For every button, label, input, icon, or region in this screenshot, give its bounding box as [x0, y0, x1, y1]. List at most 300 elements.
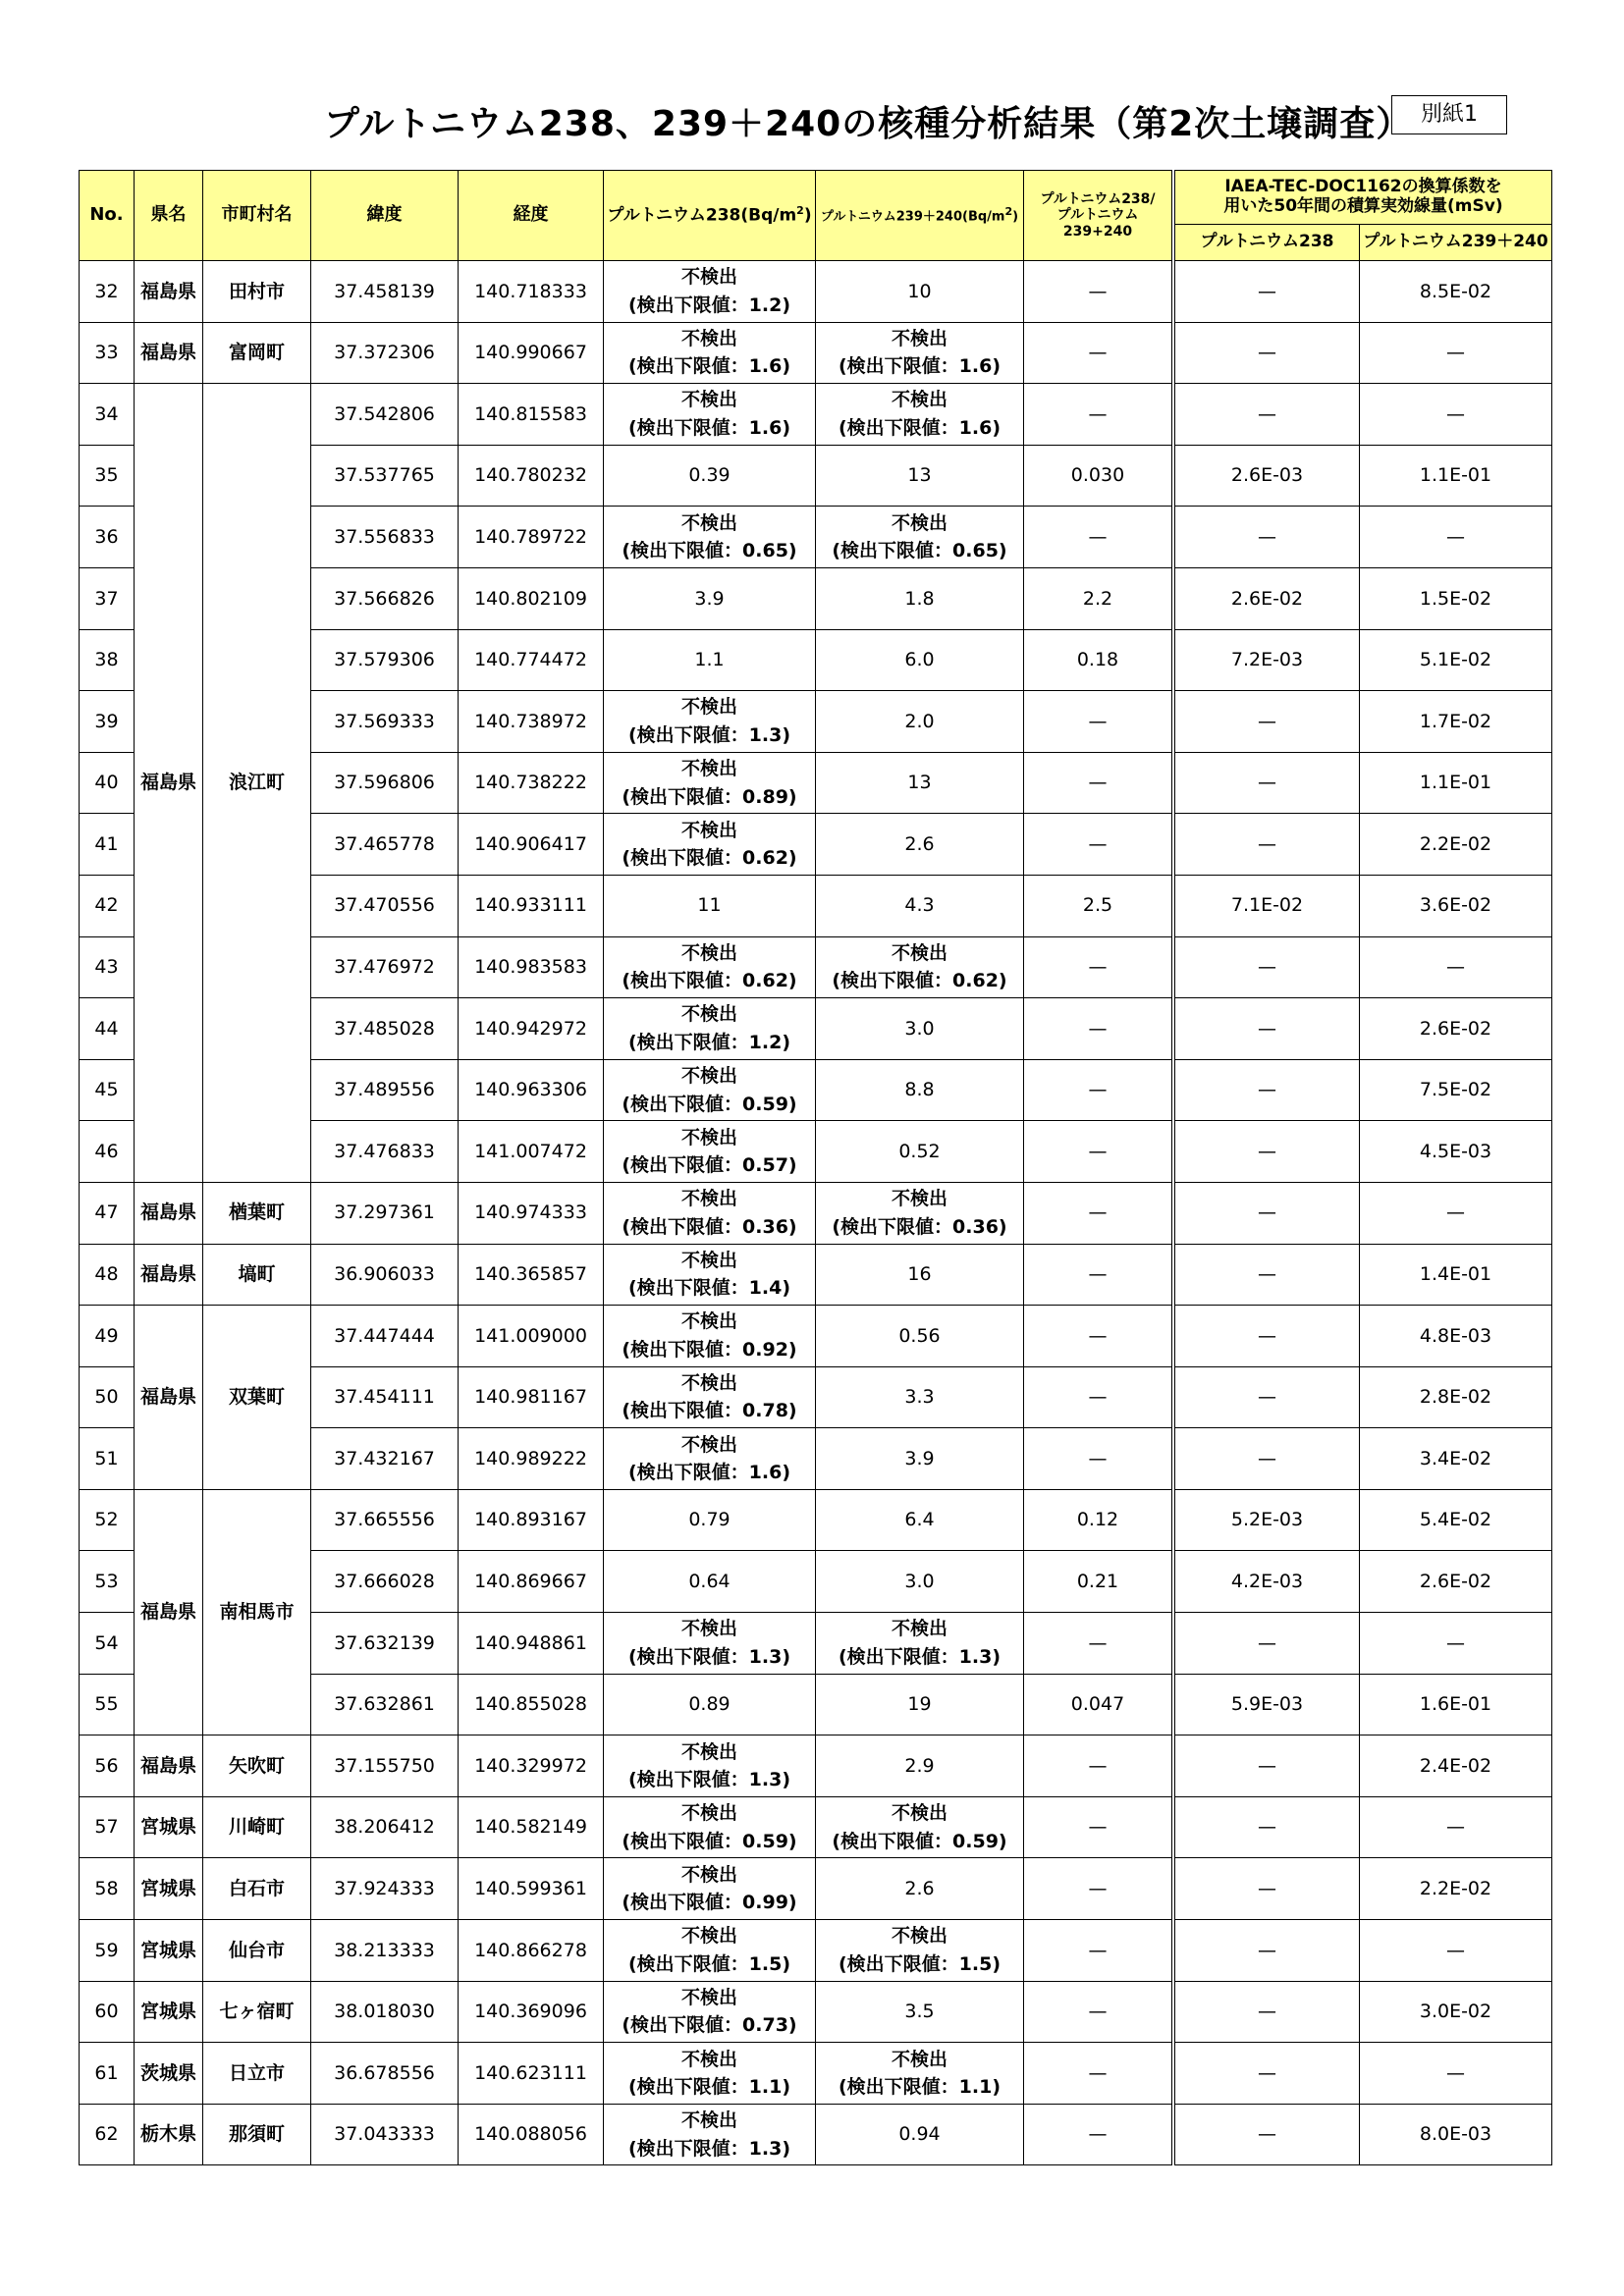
- cell-city: 白石市: [203, 1858, 311, 1920]
- cell-latitude: 37.447444: [311, 1306, 459, 1367]
- not-detected-label: 不検出: [680, 389, 737, 411]
- cell-pu239: 3.0: [816, 1551, 1024, 1613]
- not-detected-label: 不検出: [680, 1986, 737, 2008]
- not-detected-label: 不検出: [891, 327, 947, 349]
- cell-latitude: 37.465778: [311, 814, 459, 876]
- not-detected-label: 不検出: [891, 511, 947, 534]
- cell-pu239: 1.8: [816, 567, 1024, 629]
- cell-latitude: 37.579306: [311, 629, 459, 691]
- cell-dose-pu239: 3.0E-02: [1360, 1981, 1552, 2043]
- cell-longitude: 141.007472: [459, 1121, 604, 1183]
- cell-ratio: —: [1024, 2043, 1172, 2105]
- cell-no: 34: [80, 384, 135, 446]
- cell-city: 南相馬市: [203, 1489, 311, 1735]
- dose-row: [1175, 1613, 1552, 1675]
- detection-limit: (検出下限値：1.3): [627, 2137, 791, 2160]
- cell-ratio: —: [1024, 1796, 1172, 1858]
- detection-limit: (検出下限値：1.6): [838, 355, 1001, 378]
- cell-pu238: [604, 1428, 816, 1490]
- detection-limit: (検出下限値：1.3): [627, 723, 791, 746]
- cell-pu239: 0.56: [816, 1306, 1024, 1367]
- cell-latitude: 37.666028: [311, 1551, 459, 1613]
- cell-longitude: 140.855028: [459, 1674, 604, 1735]
- cell-ratio: —: [1024, 1244, 1172, 1306]
- table-row: [80, 384, 1172, 446]
- detection-limit: (検出下限値：0.78): [622, 1400, 797, 1422]
- cell-ratio: —: [1024, 1858, 1172, 1920]
- cell-dose-pu239: 4.8E-03: [1360, 1306, 1552, 1367]
- cell-prefecture: 栃木県: [135, 2104, 203, 2165]
- cell-dose-pu239: 1.1E-01: [1360, 445, 1552, 507]
- cell-latitude: 37.458139: [311, 261, 459, 323]
- cell-pu239: 3.0: [816, 998, 1024, 1060]
- cell-latitude: 36.906033: [311, 1244, 459, 1306]
- cell-longitude: 140.866278: [459, 1920, 604, 1982]
- cell-city: 川崎町: [203, 1796, 311, 1858]
- cell-ratio: —: [1024, 1613, 1172, 1675]
- cell-dose-pu238: 5.9E-03: [1175, 1674, 1360, 1735]
- header-pu238-label: プルトニウム238(Bq/m: [607, 205, 797, 226]
- detection-limit: (検出下限値：0.57): [622, 1154, 797, 1177]
- cell-ratio: —: [1024, 691, 1172, 753]
- cell-dose-pu238: —: [1175, 936, 1360, 998]
- detection-limit: (検出下限値：1.4): [627, 1277, 791, 1300]
- not-detected-label: 不検出: [680, 1249, 737, 1271]
- cell-no: 45: [80, 1059, 135, 1121]
- table-row: [80, 2104, 1172, 2165]
- cell-latitude: 37.485028: [311, 998, 459, 1060]
- cell-pu238: [604, 1981, 816, 2043]
- dose-row: [1175, 936, 1552, 998]
- cell-latitude: 37.043333: [311, 2104, 459, 2165]
- cell-prefecture: 宮城県: [135, 1858, 203, 1920]
- cell-pu239: [816, 2043, 1024, 2105]
- cell-pu239: 16: [816, 1244, 1024, 1306]
- cell-city: 那須町: [203, 2104, 311, 2165]
- header-ratio-line2: プルトニウム: [1056, 207, 1139, 224]
- not-detected-label: 不検出: [891, 941, 947, 964]
- dose-row: [1175, 1551, 1552, 1613]
- cell-longitude: 140.774472: [459, 629, 604, 691]
- dose-row: [1175, 1121, 1552, 1183]
- cell-longitude: 140.365857: [459, 1244, 604, 1306]
- not-detected-label: 不検出: [680, 1003, 737, 1026]
- table-row: [80, 1920, 1172, 1982]
- dose-row: [1175, 261, 1552, 323]
- cell-pu238: [604, 507, 816, 568]
- cell-ratio: —: [1024, 1981, 1172, 2043]
- dose-row: [1175, 1735, 1552, 1797]
- table-row: [80, 1182, 1172, 1244]
- cell-no: 40: [80, 752, 135, 814]
- table-row: [80, 2043, 1172, 2105]
- cell-pu238: [604, 1735, 816, 1797]
- cell-pu238: [604, 1244, 816, 1306]
- cell-ratio: —: [1024, 1121, 1172, 1183]
- cell-dose-pu239: 2.6E-02: [1360, 1551, 1552, 1613]
- detection-limit: (検出下限値：0.59): [622, 1093, 797, 1115]
- cell-dose-pu239: —: [1360, 384, 1552, 446]
- cell-dose-pu239: —: [1360, 507, 1552, 568]
- cell-dose-pu238: —: [1175, 1366, 1360, 1428]
- dose-row: [1175, 1059, 1552, 1121]
- not-detected-label: 不検出: [680, 758, 737, 780]
- cell-latitude: 37.470556: [311, 875, 459, 936]
- cell-prefecture: 福島県: [135, 1182, 203, 1244]
- cell-pu239: 3.3: [816, 1366, 1024, 1428]
- cell-pu238: [604, 1366, 816, 1428]
- dose-row: [1175, 1858, 1552, 1920]
- cell-no: 48: [80, 1244, 135, 1306]
- cell-longitude: 140.942972: [459, 998, 604, 1060]
- cell-longitude: 140.623111: [459, 2043, 604, 2105]
- header-dose-caption: [1175, 171, 1552, 225]
- dose-row: [1175, 998, 1552, 1060]
- cell-ratio: 0.21: [1024, 1551, 1172, 1613]
- cell-no: 55: [80, 1674, 135, 1735]
- dose-row: [1175, 322, 1552, 384]
- cell-dose-pu239: 1.5E-02: [1360, 567, 1552, 629]
- cell-dose-pu238: —: [1175, 1735, 1360, 1797]
- detection-limit: (検出下限値：0.59): [832, 1830, 1007, 1852]
- cell-dose-pu239: 1.4E-01: [1360, 1244, 1552, 1306]
- cell-longitude: 140.815583: [459, 384, 604, 446]
- header-no: No.: [80, 171, 135, 261]
- cell-no: 43: [80, 936, 135, 998]
- header-dose-caption-line2: 用いた50年間の積算実効線量(mSv): [1223, 196, 1503, 216]
- cell-dose-pu238: —: [1175, 998, 1360, 1060]
- header-pu239-end: ): [1012, 209, 1019, 225]
- cell-latitude: 37.632861: [311, 1674, 459, 1735]
- cell-dose-pu239: 2.2E-02: [1360, 1858, 1552, 1920]
- detection-limit: (検出下限値：0.36): [832, 1215, 1007, 1238]
- cell-pu238: [604, 1182, 816, 1244]
- cell-dose-pu238: —: [1175, 507, 1360, 568]
- not-detected-label: 不検出: [680, 1126, 737, 1148]
- cell-pu239: 2.6: [816, 814, 1024, 876]
- cell-latitude: 37.489556: [311, 1059, 459, 1121]
- cell-pu238: [604, 2043, 816, 2105]
- cell-dose-pu238: 2.6E-03: [1175, 445, 1360, 507]
- cell-no: 56: [80, 1735, 135, 1797]
- not-detected-label: 不検出: [680, 1618, 737, 1640]
- cell-dose-pu238: 5.2E-03: [1175, 1489, 1360, 1551]
- not-detected-label: 不検出: [891, 2048, 947, 2070]
- cell-city: 富岡町: [203, 322, 311, 384]
- cell-dose-pu239: 1.7E-02: [1360, 691, 1552, 753]
- cell-ratio: 0.030: [1024, 445, 1172, 507]
- cell-no: 49: [80, 1306, 135, 1367]
- cell-ratio: —: [1024, 322, 1172, 384]
- cell-no: 42: [80, 875, 135, 936]
- cell-dose-pu239: 4.5E-03: [1360, 1121, 1552, 1183]
- cell-pu239: 2.6: [816, 1858, 1024, 1920]
- cell-ratio: —: [1024, 1059, 1172, 1121]
- cell-ratio: —: [1024, 384, 1172, 446]
- not-detected-label: 不検出: [891, 389, 947, 411]
- cell-ratio: —: [1024, 261, 1172, 323]
- dose-table: [1174, 170, 1552, 2165]
- cell-longitude: 140.963306: [459, 1059, 604, 1121]
- cell-city: 楢葉町: [203, 1182, 311, 1244]
- dose-row: [1175, 1796, 1552, 1858]
- detection-limit: (検出下限値：0.62): [832, 970, 1007, 992]
- cell-pu238: [604, 1059, 816, 1121]
- cell-pu239: 8.8: [816, 1059, 1024, 1121]
- cell-latitude: 37.432167: [311, 1428, 459, 1490]
- cell-no: 60: [80, 1981, 135, 2043]
- header-pu238-sup: 2: [796, 203, 804, 217]
- not-detected-label: 不検出: [680, 819, 737, 841]
- cell-prefecture: 福島県: [135, 322, 203, 384]
- cell-pu238: [604, 814, 816, 876]
- cell-pu238: [604, 384, 816, 446]
- cell-pu238: [604, 322, 816, 384]
- cell-pu239: [816, 384, 1024, 446]
- detection-limit: (検出下限値：1.5): [838, 1952, 1001, 1975]
- attachment-label: 別紙1: [1391, 95, 1507, 134]
- cell-dose-pu239: 1.1E-01: [1360, 752, 1552, 814]
- header-prefecture: 県名: [135, 171, 203, 261]
- dose-row: [1175, 1428, 1552, 1490]
- cell-ratio: 0.047: [1024, 1674, 1172, 1735]
- cell-dose-pu238: —: [1175, 691, 1360, 753]
- cell-ratio: —: [1024, 1182, 1172, 1244]
- dose-row: [1175, 691, 1552, 753]
- cell-longitude: 140.738222: [459, 752, 604, 814]
- cell-latitude: 36.678556: [311, 2043, 459, 2105]
- detection-limit: (検出下限値：0.92): [622, 1338, 797, 1361]
- cell-pu239: 2.0: [816, 691, 1024, 753]
- detection-limit: (検出下限値：1.5): [627, 1952, 791, 1975]
- cell-pu239: [816, 1613, 1024, 1675]
- dose-row: [1175, 1244, 1552, 1306]
- cell-dose-pu238: —: [1175, 261, 1360, 323]
- cell-longitude: 140.780232: [459, 445, 604, 507]
- cell-latitude: 38.206412: [311, 1796, 459, 1858]
- cell-ratio: —: [1024, 1735, 1172, 1797]
- cell-prefecture: 福島県: [135, 1306, 203, 1490]
- header-ratio-line3: 239+240: [1062, 223, 1133, 240]
- dose-row: [1175, 814, 1552, 876]
- cell-no: 33: [80, 322, 135, 384]
- header-latitude: 緯度: [311, 171, 459, 261]
- dose-row: [1175, 567, 1552, 629]
- cell-no: 52: [80, 1489, 135, 1551]
- detection-limit: (検出下限値：0.65): [622, 540, 797, 562]
- detection-limit: (検出下限値：0.62): [622, 970, 797, 992]
- cell-pu239: 4.3: [816, 875, 1024, 936]
- cell-pu238: 11: [604, 875, 816, 936]
- dose-row: [1175, 1306, 1552, 1367]
- detection-limit: (検出下限値：1.1): [838, 2076, 1001, 2099]
- cell-dose-pu238: 7.1E-02: [1175, 875, 1360, 936]
- cell-latitude: 37.454111: [311, 1366, 459, 1428]
- detection-limit: (検出下限値：1.3): [627, 1645, 791, 1668]
- cell-dose-pu238: —: [1175, 1182, 1360, 1244]
- cell-dose-pu239: —: [1360, 936, 1552, 998]
- cell-dose-pu239: 2.2E-02: [1360, 814, 1552, 876]
- dose-row: [1175, 1981, 1552, 2043]
- cell-longitude: 140.088056: [459, 2104, 604, 2165]
- cell-longitude: 140.893167: [459, 1489, 604, 1551]
- cell-ratio: —: [1024, 998, 1172, 1060]
- cell-latitude: 37.596806: [311, 752, 459, 814]
- detection-limit: (検出下限値：0.99): [622, 1892, 797, 1914]
- cell-pu238: [604, 1613, 816, 1675]
- cell-no: 35: [80, 445, 135, 507]
- cell-prefecture: 福島県: [135, 1735, 203, 1797]
- table-row: [80, 1858, 1172, 1920]
- cell-latitude: 37.569333: [311, 691, 459, 753]
- table-row: [80, 1489, 1172, 1551]
- cell-no: 44: [80, 998, 135, 1060]
- cell-ratio: —: [1024, 814, 1172, 876]
- cell-dose-pu238: —: [1175, 2104, 1360, 2165]
- cell-no: 53: [80, 1551, 135, 1613]
- dose-row: [1175, 1366, 1552, 1428]
- cell-ratio: —: [1024, 752, 1172, 814]
- cell-prefecture: 茨城県: [135, 2043, 203, 2105]
- cell-dose-pu238: —: [1175, 1981, 1360, 2043]
- cell-city: 七ヶ宿町: [203, 1981, 311, 2043]
- detection-limit: (検出下限値：1.2): [627, 294, 791, 316]
- cell-longitude: 140.802109: [459, 567, 604, 629]
- cell-dose-pu238: 4.2E-03: [1175, 1551, 1360, 1613]
- cell-latitude: 37.665556: [311, 1489, 459, 1551]
- cell-dose-pu238: —: [1175, 1121, 1360, 1183]
- cell-city: 浪江町: [203, 384, 311, 1183]
- not-detected-label: 不検出: [680, 1740, 737, 1763]
- cell-pu239: 13: [816, 445, 1024, 507]
- cell-pu238: [604, 1796, 816, 1858]
- cell-dose-pu239: 5.1E-02: [1360, 629, 1552, 691]
- cell-pu238: [604, 2104, 816, 2165]
- cell-pu239: 13: [816, 752, 1024, 814]
- cell-latitude: 38.018030: [311, 1981, 459, 2043]
- not-detected-label: 不検出: [891, 1925, 947, 1948]
- detection-limit: (検出下限値：1.3): [627, 1769, 791, 1791]
- cell-longitude: 140.869667: [459, 1551, 604, 1613]
- cell-no: 50: [80, 1366, 135, 1428]
- cell-pu239: 3.5: [816, 1981, 1024, 2043]
- table-row: [80, 1306, 1172, 1367]
- cell-latitude: 37.542806: [311, 384, 459, 446]
- cell-ratio: 0.12: [1024, 1489, 1172, 1551]
- cell-no: 37: [80, 567, 135, 629]
- cell-no: 41: [80, 814, 135, 876]
- cell-pu238: [604, 1920, 816, 1982]
- cell-dose-pu238: —: [1175, 384, 1360, 446]
- cell-longitude: 140.906417: [459, 814, 604, 876]
- dose-row: [1175, 1674, 1552, 1735]
- cell-dose-pu239: —: [1360, 1613, 1552, 1675]
- not-detected-label: 不検出: [680, 1065, 737, 1088]
- cell-ratio: —: [1024, 1920, 1172, 1982]
- cell-latitude: 38.213333: [311, 1920, 459, 1982]
- detection-limit: (検出下限値：1.2): [627, 1031, 791, 1053]
- not-detected-label: 不検出: [680, 1863, 737, 1886]
- cell-city: 双葉町: [203, 1306, 311, 1490]
- cell-pu238: [604, 1306, 816, 1367]
- cell-latitude: 37.566826: [311, 567, 459, 629]
- cell-pu239: [816, 1920, 1024, 1982]
- cell-no: 38: [80, 629, 135, 691]
- cell-longitude: 140.329972: [459, 1735, 604, 1797]
- cell-latitude: 37.297361: [311, 1182, 459, 1244]
- cell-longitude: 140.983583: [459, 936, 604, 998]
- cell-city: 矢吹町: [203, 1735, 311, 1797]
- detection-limit: (検出下限値：0.59): [622, 1830, 797, 1852]
- cell-prefecture: 宮城県: [135, 1920, 203, 1982]
- cell-dose-pu238: —: [1175, 1858, 1360, 1920]
- cell-pu239: 3.9: [816, 1428, 1024, 1490]
- cell-ratio: —: [1024, 1366, 1172, 1428]
- cell-pu239: 0.94: [816, 2104, 1024, 2165]
- cell-pu239: 19: [816, 1674, 1024, 1735]
- not-detected-label: 不検出: [680, 511, 737, 534]
- cell-dose-pu239: 2.8E-02: [1360, 1366, 1552, 1428]
- not-detected-label: 不検出: [680, 327, 737, 349]
- cell-pu239: [816, 507, 1024, 568]
- cell-no: 62: [80, 2104, 135, 2165]
- header-pu238: [604, 171, 816, 261]
- cell-dose-pu239: —: [1360, 1920, 1552, 1982]
- cell-city: 仙台市: [203, 1920, 311, 1982]
- cell-city: 日立市: [203, 2043, 311, 2105]
- cell-longitude: 140.974333: [459, 1182, 604, 1244]
- dose-row: [1175, 2043, 1552, 2105]
- cell-pu239: 0.52: [816, 1121, 1024, 1183]
- cell-no: 51: [80, 1428, 135, 1490]
- cell-pu238: 0.79: [604, 1489, 816, 1551]
- dose-row: [1175, 629, 1552, 691]
- header-dose-caption-line1: IAEA-TEC-DOC1162の換算係数を: [1224, 177, 1502, 197]
- cell-longitude: 140.738972: [459, 691, 604, 753]
- cell-longitude: 140.582149: [459, 1796, 604, 1858]
- cell-dose-pu239: —: [1360, 1796, 1552, 1858]
- cell-ratio: —: [1024, 936, 1172, 998]
- dose-row: [1175, 752, 1552, 814]
- cell-ratio: —: [1024, 2104, 1172, 2165]
- dose-row: [1175, 507, 1552, 568]
- cell-pu238: 3.9: [604, 567, 816, 629]
- not-detected-label: 不検出: [680, 1433, 737, 1456]
- not-detected-label: 不検出: [680, 1371, 737, 1394]
- cell-prefecture: 福島県: [135, 1244, 203, 1306]
- detection-limit: (検出下限値：1.6): [627, 416, 791, 439]
- cell-city: 塙町: [203, 1244, 311, 1306]
- cell-ratio: 2.2: [1024, 567, 1172, 629]
- cell-pu238: 0.64: [604, 1551, 816, 1613]
- cell-prefecture: 福島県: [135, 384, 203, 1183]
- cell-dose-pu238: —: [1175, 1920, 1360, 1982]
- dose-row: [1175, 384, 1552, 446]
- header-dose-pu239: プルトニウム239＋240: [1360, 225, 1552, 261]
- page-title: プルトニウム238、239＋240の核種分析結果（第2次土壌調査）: [324, 104, 1413, 144]
- cell-latitude: 37.632139: [311, 1613, 459, 1675]
- detection-limit: (検出下限値：0.62): [622, 847, 797, 870]
- dose-row: [1175, 2104, 1552, 2165]
- cell-longitude: 141.009000: [459, 1306, 604, 1367]
- cell-pu238: [604, 1121, 816, 1183]
- cell-dose-pu238: —: [1175, 1613, 1360, 1675]
- not-detected-label: 不検出: [680, 696, 737, 719]
- cell-dose-pu239: 2.4E-02: [1360, 1735, 1552, 1797]
- cell-longitude: 140.599361: [459, 1858, 604, 1920]
- detection-limit: (検出下限値：0.89): [622, 785, 797, 808]
- cell-longitude: 140.933111: [459, 875, 604, 936]
